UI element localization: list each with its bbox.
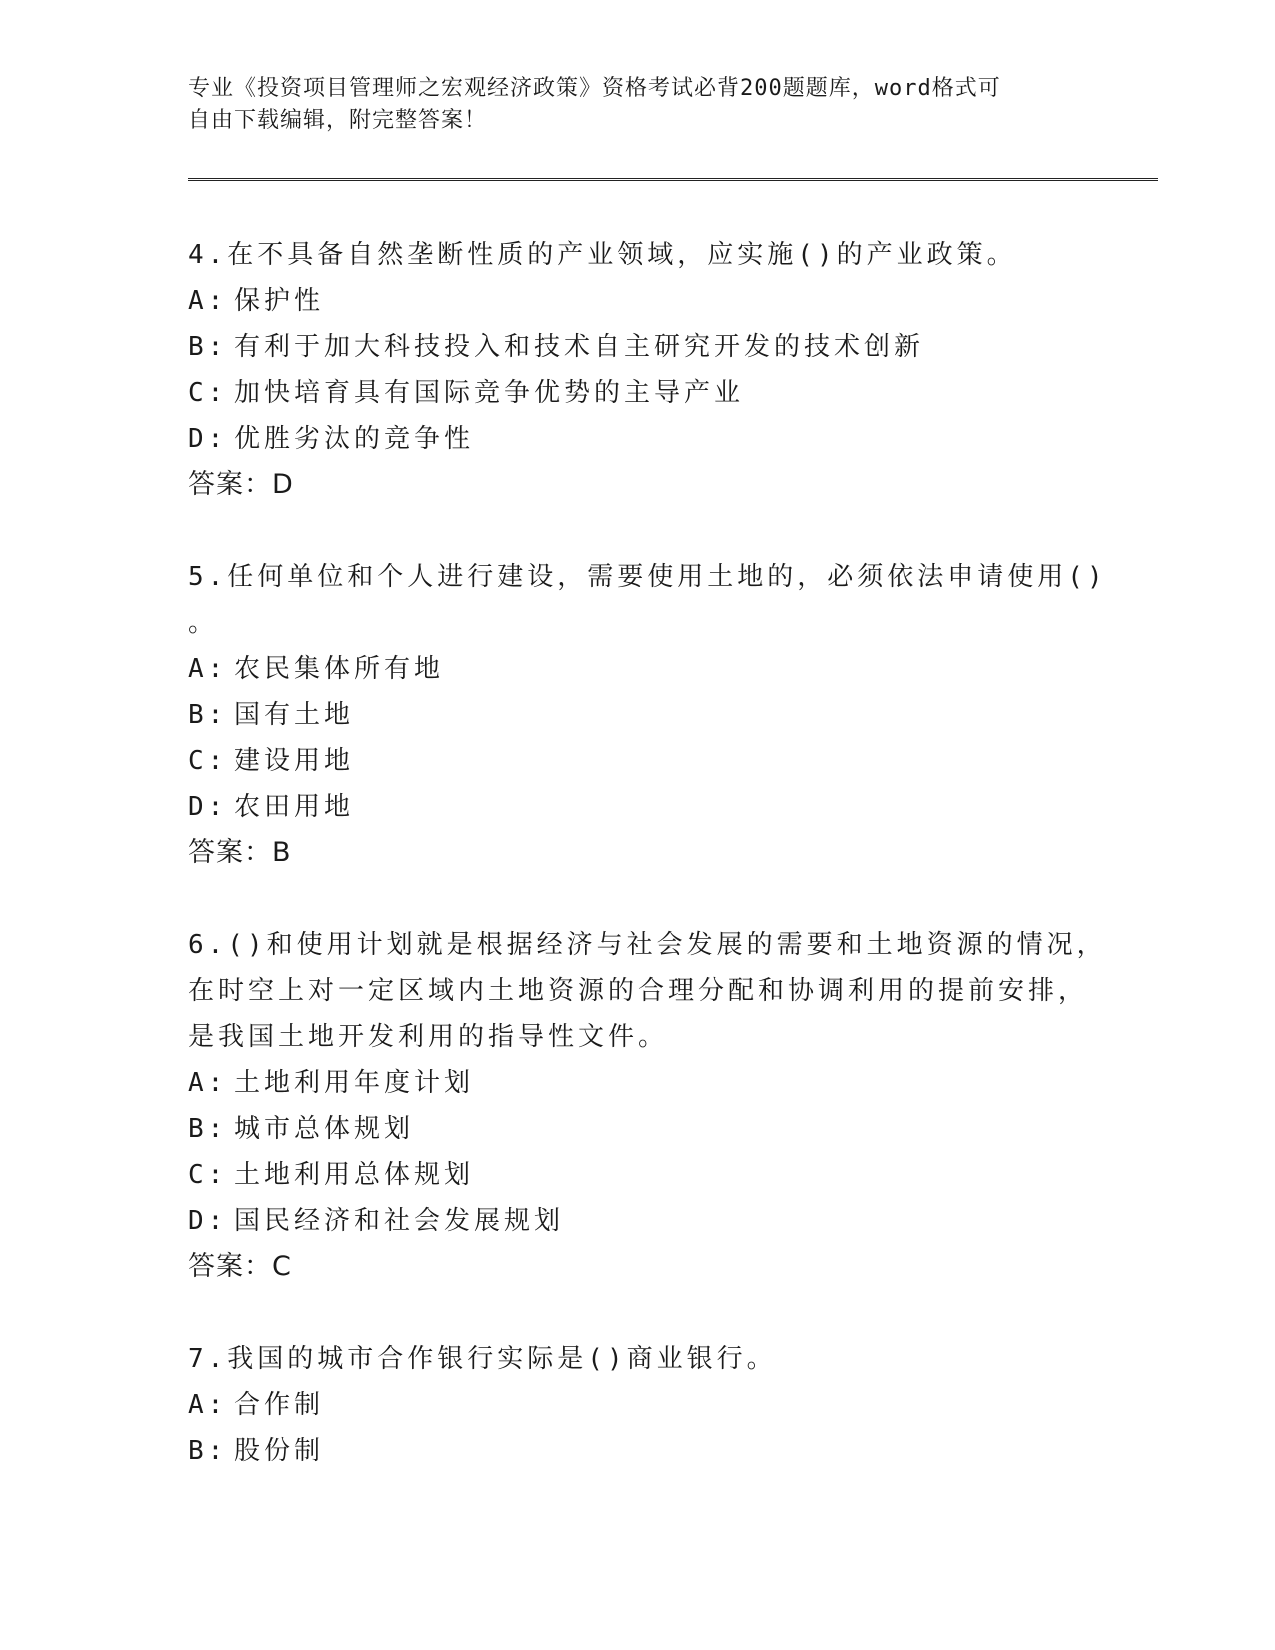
option-a: A: 土地利用年度计划 xyxy=(188,1068,475,1098)
question-stem-line: 是我国土地开发利用的指导性文件。 xyxy=(188,1022,669,1052)
question-stem: 4.在不具备自然垄断性质的产业领域，应实施()的产业政策。 xyxy=(188,240,1017,270)
answer: 答案：D xyxy=(188,469,294,500)
question-7 xyxy=(188,1336,1068,1474)
document-header xyxy=(188,73,1068,137)
option-a: A: 合作制 xyxy=(188,1390,325,1420)
option-d: D: 国民经济和社会发展规划 xyxy=(188,1206,565,1236)
question-stem-line: 在时空上对一定区域内土地资源的合理分配和协调利用的提前安排， xyxy=(188,976,1089,1006)
question-stem-line: 6.()和使用计划就是根据经济与社会发展的需要和土地资源的情况， xyxy=(188,930,1107,960)
question-stem-line: 5.任何单位和个人进行建设，需要使用土地的，必须依法申请使用() xyxy=(188,562,1107,592)
question-5 xyxy=(188,554,1107,876)
header-line-2: 自由下载编辑，附完整答案！ xyxy=(188,108,488,133)
option-a: A: 保护性 xyxy=(188,286,325,316)
option-a: A: 农民集体所有地 xyxy=(188,654,445,684)
question-6 xyxy=(188,922,1107,1290)
option-b: B: 有利于加大科技投入和技术自主研究开发的技术创新 xyxy=(188,332,925,362)
option-d: D: 优胜劣汰的竞争性 xyxy=(188,424,475,454)
option-d: D: 农田用地 xyxy=(188,792,355,822)
option-c: C: 建设用地 xyxy=(188,746,355,776)
question-stem-line: 。 xyxy=(188,608,219,638)
question-list xyxy=(188,232,1107,1474)
option-b: B: 城市总体规划 xyxy=(188,1114,415,1144)
question-stem: 7.我国的城市合作银行实际是()商业银行。 xyxy=(188,1344,777,1374)
question-4 xyxy=(188,232,1068,508)
answer: 答案：B xyxy=(188,837,292,868)
option-c: C: 土地利用总体规划 xyxy=(188,1160,475,1190)
header-line-1: 专业《投资项目管理师之宏观经济政策》资格考试必背200题题库，word格式可 xyxy=(188,76,1001,101)
option-b: B: 股份制 xyxy=(188,1436,325,1466)
answer: 答案：C xyxy=(188,1251,292,1282)
option-b: B: 国有土地 xyxy=(188,700,355,730)
header-divider xyxy=(188,178,1158,185)
option-c: C: 加快培育具有国际竞争优势的主导产业 xyxy=(188,378,745,408)
